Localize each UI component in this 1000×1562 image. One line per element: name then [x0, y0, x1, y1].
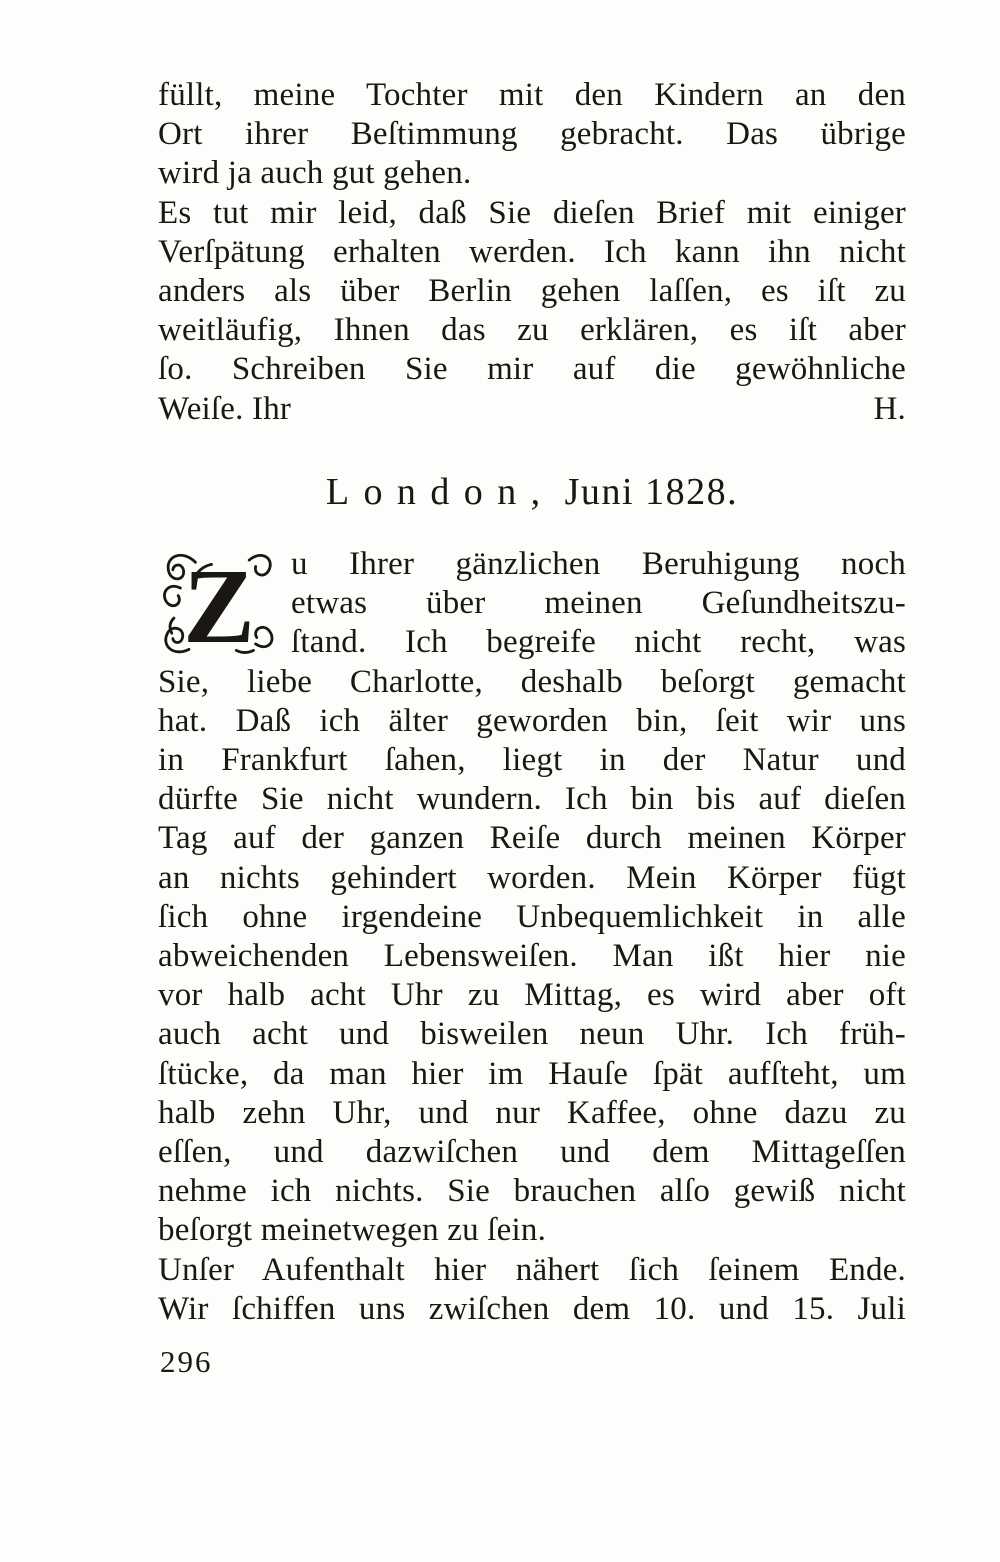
text-line: u Ihrer gänzlichen Beruhigung noch — [291, 546, 906, 582]
text-line: Es tut mir leid, daß Sie dieſen Brief mit einiger — [158, 194, 906, 231]
text-line: weitläufig, Ihnen das zu erklären, es iſt aber — [158, 312, 906, 349]
letter-heading — [158, 466, 906, 518]
letter-heading-date: Juni 1828. — [564, 471, 739, 513]
text-line: ſtücke, da man hier im Hauſe ſpät aufſteht, um — [158, 1055, 906, 1092]
text-line: Wir ſchiffen uns zwiſchen dem 10. und 15. Juli — [158, 1290, 906, 1327]
letter-signature: H. — [873, 390, 906, 427]
text-line: Ort ihrer Beſtimmung gebracht. Das übrige — [158, 116, 906, 153]
text-line: auch acht und bisweilen neun Uhr. Ich früh- — [158, 1016, 906, 1053]
text-line: anders als über Berlin gehen laſſen, es iſt zu — [158, 273, 906, 310]
drop-cap-z — [158, 545, 278, 662]
text-line: ſich ohne irgendeine Unbequemlichkeit in alle — [158, 898, 906, 935]
text-line: hat. Daß ich älter geworden bin, ſeit wir uns — [158, 702, 906, 739]
text-line: in Frankfurt ſahen, liegt in der Natur und — [158, 742, 906, 779]
text-line: Verſpätung erhalten werden. Ich kann ihn nicht — [158, 233, 906, 270]
text-line: dürfte Sie nicht wundern. Ich bin bis auf dieſen — [158, 781, 906, 818]
page-number: 296 — [160, 1344, 213, 1379]
text-line: Sie, liebe Charlotte, deshalb beſorgt gemacht — [158, 663, 906, 700]
text-line: halb zehn Uhr, und nur Kaffee, ohne dazu zu — [158, 1094, 906, 1131]
letter-body — [158, 545, 906, 1329]
text-line: an nichts gehindert worden. Mein Körper fügt — [158, 859, 906, 896]
letter-body-paragraphs — [158, 76, 906, 429]
text-line: etwas über meinen Geſundheitszu- — [291, 585, 906, 622]
letter-heading-place: London, — [325, 471, 555, 513]
letter-closing-text: Weiſe. Ihr — [158, 390, 292, 427]
text-line: abweichenden Lebensweiſen. Man ißt hier nie — [158, 938, 906, 975]
svg-text:Z: Z — [183, 546, 256, 659]
text-line: ſtand. Ich begreife nicht recht, was — [291, 624, 906, 661]
text-line: eſſen, und dazwiſchen und dem Mittageſſen — [158, 1134, 906, 1171]
text-line: nehme ich nichts. Sie brauchen alſo gewiß nicht — [158, 1173, 906, 1210]
text-line: vor halb acht Uhr zu Mittag, es wird aber oft — [158, 977, 906, 1014]
letter-text-lines — [158, 76, 906, 390]
text-line: ſo. Schreiben Sie mir auf die gewöhnliche — [158, 351, 906, 388]
text-line: Tag auf der ganzen Reiſe durch meinen Körper — [158, 820, 906, 857]
text-line: füllt, meine Tochter mit den Kindern an den — [158, 77, 906, 113]
letter-closing-line — [158, 390, 906, 429]
letter-text-lines — [158, 545, 906, 1329]
text-line: wird ja auch gut gehen. — [158, 155, 472, 192]
drop-cap-ornament-icon — [158, 545, 278, 659]
text-line: Unſer Aufenthalt hier nähert ſich ſeinem Ende. — [158, 1251, 906, 1288]
text-line: beſorgt meinetwegen zu ſein. — [158, 1212, 547, 1249]
